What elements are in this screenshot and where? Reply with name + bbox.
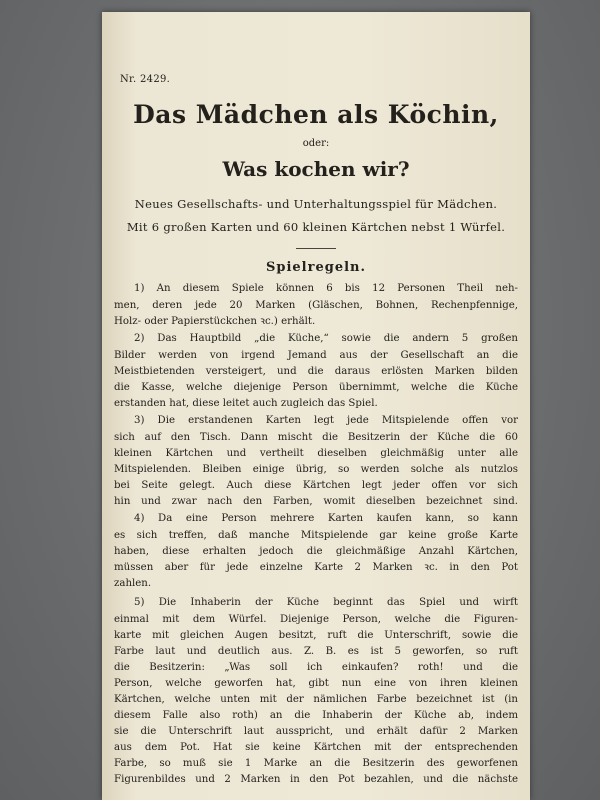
body-line: 3) Die erstandenen Karten legt jede Mitspielende offen vor bbox=[134, 415, 518, 426]
body-line: 4) Da eine Person mehrere Karten kaufen kann, so kann bbox=[134, 513, 518, 524]
document-content bbox=[102, 12, 530, 800]
body-line: Bilder werden von irgend Jemand aus der Gesellschaft an die bbox=[114, 350, 518, 361]
body-line: Person, welche geworfen hat, gibt nun eine von ihren kleinen bbox=[114, 678, 518, 689]
body-line: 5) Die Inhaberin der Küche beginnt das Spiel und wirft bbox=[134, 597, 518, 608]
body-line: 2) Das Hauptbild „die Küche,“ sowie die andern 5 großen bbox=[134, 333, 518, 344]
body-line: Holz- oder Papierstückchen ꝛc.) erhält. bbox=[114, 316, 316, 327]
rules-heading: Spielregeln. bbox=[265, 260, 367, 275]
body-line: bei Seite gelegt. Auch diese Kärtchen legt jeder offen vor sich bbox=[114, 480, 518, 491]
body-line: sie die Unterschrift laut ausspricht, und erhält dafür 2 Marken bbox=[114, 726, 518, 737]
body-line: hin und zwar nach den Farben, womit dieselben bezeichnet sind. bbox=[114, 496, 518, 507]
body-line: müssen aber für jede einzelne Karte 2 Marken ꝛc. in den Pot bbox=[114, 562, 518, 573]
document-title: Das Mädchen als Köchin, bbox=[133, 100, 499, 129]
body-line: erstanden hat, diese leitet auch zugleich das Spiel. bbox=[114, 398, 378, 409]
body-line: diesem Falle also roth) an die Inhaberin der Küche ab, indem bbox=[114, 710, 518, 721]
body-line: 1) An diesem Spiele können 6 bis 12 Personen Theil neh- bbox=[134, 283, 518, 294]
body-line: men, deren jede 20 Marken (Gläschen, Bohnen, Rechenpfennige, bbox=[114, 300, 518, 311]
body-line: zahlen. bbox=[114, 578, 152, 589]
description-line-1: Neues Gesellschafts- und Unterhaltungsspiel für Mädchen. bbox=[134, 197, 498, 211]
divider-rule bbox=[296, 248, 336, 249]
body-line: Kärtchen, welche unten mit der nämlichen Farbe bezeichnet ist (in bbox=[114, 694, 518, 705]
body-line: einmal mit dem Würfel. Diejenige Person, welche die Figuren- bbox=[114, 614, 518, 625]
description-line-2: Mit 6 großen Karten und 60 kleinen Kärtchen nebst 1 Würfel. bbox=[126, 220, 506, 234]
body-line: Farbe laut und deutlich aus. Z. B. es ist 5 geworfen, so ruft bbox=[114, 646, 518, 657]
document-subtitle: Was kochen wir? bbox=[222, 157, 410, 181]
body-line: haben, diese erhalten jedoch die gleichmäßige Anzahl Kärtchen, bbox=[114, 546, 518, 557]
document-sheet bbox=[102, 12, 530, 800]
body-line: Figurenbildes und 2 Marken in den Pot bezahlen, und die nächste bbox=[114, 774, 518, 785]
body-line: karte mit gleichen Augen besitzt, ruft die Unterschrift, sowie die bbox=[114, 630, 518, 641]
body-line: sich auf den Tisch. Dann mischt die Besitzerin der Küche die 60 bbox=[114, 432, 518, 443]
body-line: Farbe, so muß sie 1 Marke an die Besitzerin des geworfenen bbox=[114, 758, 518, 769]
body-line: kleinen Kärtchen und vertheilt dieselben gleichmäßig unter alle bbox=[114, 448, 518, 459]
document-number: Nr. 2429. bbox=[120, 74, 171, 85]
title-connector: oder: bbox=[302, 138, 330, 149]
body-line: aus dem Pot. Hat sie keine Kärtchen mit der entsprechenden bbox=[114, 742, 518, 753]
body-line: es sich treffen, daß manche Mitspielende gar keine große Karte bbox=[114, 530, 518, 541]
body-line: Mitspielenden. Bleiben einige übrig, so werden solche als nutzlos bbox=[114, 464, 518, 475]
body-line: die Besitzerin: „Was soll ich einkaufen? roth! und die bbox=[114, 662, 518, 673]
body-line: Meistbietenden versteigert, und die daraus erlösten Marken bilden bbox=[114, 366, 518, 377]
body-line: die Kasse, welche diejenige Person übernimmt, welche die Küche bbox=[114, 382, 518, 393]
